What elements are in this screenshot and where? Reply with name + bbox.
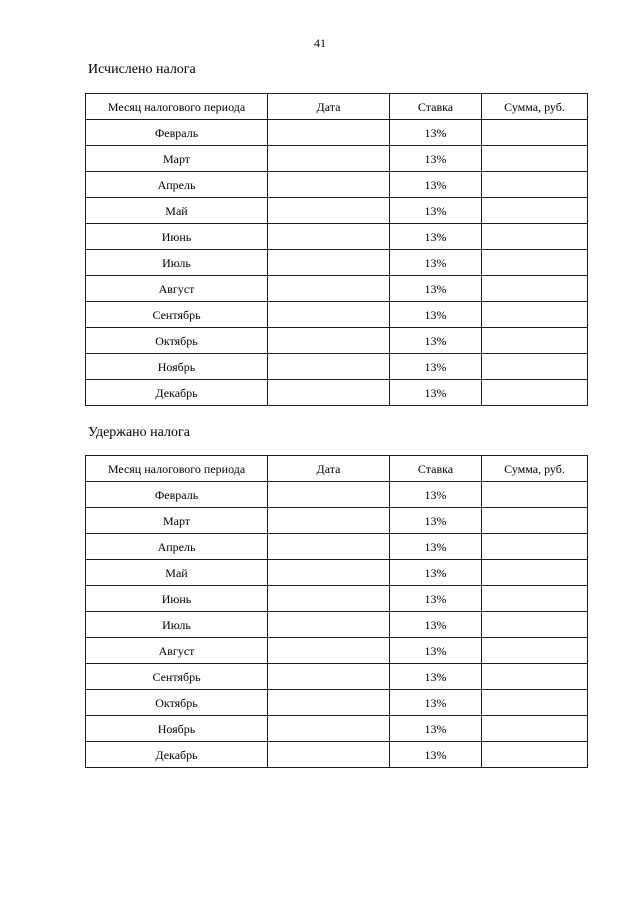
month-cell: Июль bbox=[86, 250, 268, 276]
month-cell: Февраль bbox=[86, 120, 268, 146]
table-row bbox=[86, 354, 588, 380]
sum-cell[interactable] bbox=[482, 120, 588, 146]
date-cell[interactable] bbox=[268, 198, 390, 224]
month-cell: Март bbox=[86, 146, 268, 172]
month-cell: Май bbox=[86, 560, 268, 586]
sum-cell[interactable] bbox=[482, 508, 588, 534]
date-cell[interactable] bbox=[268, 328, 390, 354]
table-row bbox=[86, 742, 588, 768]
table-row bbox=[86, 302, 588, 328]
sum-cell[interactable] bbox=[482, 664, 588, 690]
table-row bbox=[86, 120, 588, 146]
table-row bbox=[86, 172, 588, 198]
date-cell[interactable] bbox=[268, 380, 390, 406]
table-row bbox=[86, 716, 588, 742]
rate-cell: 13% bbox=[390, 328, 482, 354]
page-number: 41 bbox=[314, 36, 326, 50]
sum-cell[interactable] bbox=[482, 638, 588, 664]
sum-cell[interactable] bbox=[482, 612, 588, 638]
month-cell: Август bbox=[86, 638, 268, 664]
rate-cell: 13% bbox=[390, 302, 482, 328]
rate-cell: 13% bbox=[390, 534, 482, 560]
table-row bbox=[86, 508, 588, 534]
sum-cell[interactable] bbox=[482, 534, 588, 560]
rate-cell: 13% bbox=[390, 716, 482, 742]
month-cell: Сентябрь bbox=[86, 302, 268, 328]
date-cell[interactable] bbox=[268, 250, 390, 276]
rate-cell: 13% bbox=[390, 224, 482, 250]
month-cell: Декабрь bbox=[86, 380, 268, 406]
date-cell[interactable] bbox=[268, 172, 390, 198]
rate-cell: 13% bbox=[390, 146, 482, 172]
rate-cell: 13% bbox=[390, 690, 482, 716]
month-cell: Апрель bbox=[86, 172, 268, 198]
sum-cell[interactable] bbox=[482, 354, 588, 380]
rate-cell: 13% bbox=[390, 742, 482, 768]
date-cell[interactable] bbox=[268, 690, 390, 716]
date-cell[interactable] bbox=[268, 612, 390, 638]
rate-cell: 13% bbox=[390, 120, 482, 146]
date-cell[interactable] bbox=[268, 120, 390, 146]
month-cell: Октябрь bbox=[86, 328, 268, 354]
table-row bbox=[86, 638, 588, 664]
table-row bbox=[86, 690, 588, 716]
table-row bbox=[86, 276, 588, 302]
rate-cell: 13% bbox=[390, 664, 482, 690]
date-cell[interactable] bbox=[268, 482, 390, 508]
sum-cell[interactable] bbox=[482, 276, 588, 302]
rate-cell: 13% bbox=[390, 354, 482, 380]
table-row bbox=[86, 380, 588, 406]
table-row bbox=[86, 612, 588, 638]
month-cell: Ноябрь bbox=[86, 716, 268, 742]
column-header-month: Месяц налогового периода bbox=[86, 456, 268, 482]
table-row bbox=[86, 482, 588, 508]
month-cell: Август bbox=[86, 276, 268, 302]
date-cell[interactable] bbox=[268, 276, 390, 302]
column-header-month: Месяц налогового периода bbox=[86, 94, 268, 120]
rate-cell: 13% bbox=[390, 250, 482, 276]
date-cell[interactable] bbox=[268, 638, 390, 664]
sum-cell[interactable] bbox=[482, 690, 588, 716]
withheld-tax-table bbox=[85, 455, 588, 768]
calculated-tax-table bbox=[85, 93, 588, 406]
sum-cell[interactable] bbox=[482, 172, 588, 198]
table-header-row bbox=[86, 456, 588, 482]
rate-cell: 13% bbox=[390, 560, 482, 586]
table-row bbox=[86, 664, 588, 690]
date-cell[interactable] bbox=[268, 560, 390, 586]
month-cell: Сентябрь bbox=[86, 664, 268, 690]
table-row bbox=[86, 560, 588, 586]
date-cell[interactable] bbox=[268, 664, 390, 690]
sum-cell[interactable] bbox=[482, 586, 588, 612]
date-cell[interactable] bbox=[268, 586, 390, 612]
rate-cell: 13% bbox=[390, 586, 482, 612]
sum-cell[interactable] bbox=[482, 328, 588, 354]
date-cell[interactable] bbox=[268, 146, 390, 172]
date-cell[interactable] bbox=[268, 716, 390, 742]
sum-cell[interactable] bbox=[482, 482, 588, 508]
section-title-withheld-tax: Удержано налога bbox=[88, 425, 190, 440]
table-row bbox=[86, 250, 588, 276]
rate-cell: 13% bbox=[390, 198, 482, 224]
rate-cell: 13% bbox=[390, 638, 482, 664]
column-header-date: Дата bbox=[268, 456, 390, 482]
column-header-date: Дата bbox=[268, 94, 390, 120]
column-header-rate: Ставка bbox=[390, 456, 482, 482]
rate-cell: 13% bbox=[390, 380, 482, 406]
rate-cell: 13% bbox=[390, 508, 482, 534]
month-cell: Октябрь bbox=[86, 690, 268, 716]
column-header-rate: Ставка bbox=[390, 94, 482, 120]
sum-cell[interactable] bbox=[482, 560, 588, 586]
month-cell: Июнь bbox=[86, 586, 268, 612]
month-cell: Ноябрь bbox=[86, 354, 268, 380]
sum-cell[interactable] bbox=[482, 146, 588, 172]
date-cell[interactable] bbox=[268, 354, 390, 380]
sum-cell[interactable] bbox=[482, 742, 588, 768]
sum-cell[interactable] bbox=[482, 198, 588, 224]
rate-cell: 13% bbox=[390, 276, 482, 302]
rate-cell: 13% bbox=[390, 482, 482, 508]
sum-cell[interactable] bbox=[482, 224, 588, 250]
table-row bbox=[86, 586, 588, 612]
month-cell: Июнь bbox=[86, 224, 268, 250]
date-cell[interactable] bbox=[268, 224, 390, 250]
month-cell: Февраль bbox=[86, 482, 268, 508]
date-cell[interactable] bbox=[268, 534, 390, 560]
month-cell: Март bbox=[86, 508, 268, 534]
month-cell: Июль bbox=[86, 612, 268, 638]
column-header-sum: Сумма, руб. bbox=[482, 456, 588, 482]
rate-cell: 13% bbox=[390, 612, 482, 638]
sum-cell[interactable] bbox=[482, 302, 588, 328]
table-row bbox=[86, 198, 588, 224]
sum-cell[interactable] bbox=[482, 716, 588, 742]
table-row bbox=[86, 146, 588, 172]
table-header-row bbox=[86, 94, 588, 120]
column-header-sum: Сумма, руб. bbox=[482, 94, 588, 120]
table-row bbox=[86, 534, 588, 560]
month-cell: Декабрь bbox=[86, 742, 268, 768]
table-row bbox=[86, 224, 588, 250]
date-cell[interactable] bbox=[268, 508, 390, 534]
month-cell: Май bbox=[86, 198, 268, 224]
month-cell: Апрель bbox=[86, 534, 268, 560]
date-cell[interactable] bbox=[268, 302, 390, 328]
sum-cell[interactable] bbox=[482, 250, 588, 276]
table-row bbox=[86, 328, 588, 354]
date-cell[interactable] bbox=[268, 742, 390, 768]
section-title-calculated-tax: Исчислено налога bbox=[88, 62, 196, 77]
rate-cell: 13% bbox=[390, 172, 482, 198]
sum-cell[interactable] bbox=[482, 380, 588, 406]
